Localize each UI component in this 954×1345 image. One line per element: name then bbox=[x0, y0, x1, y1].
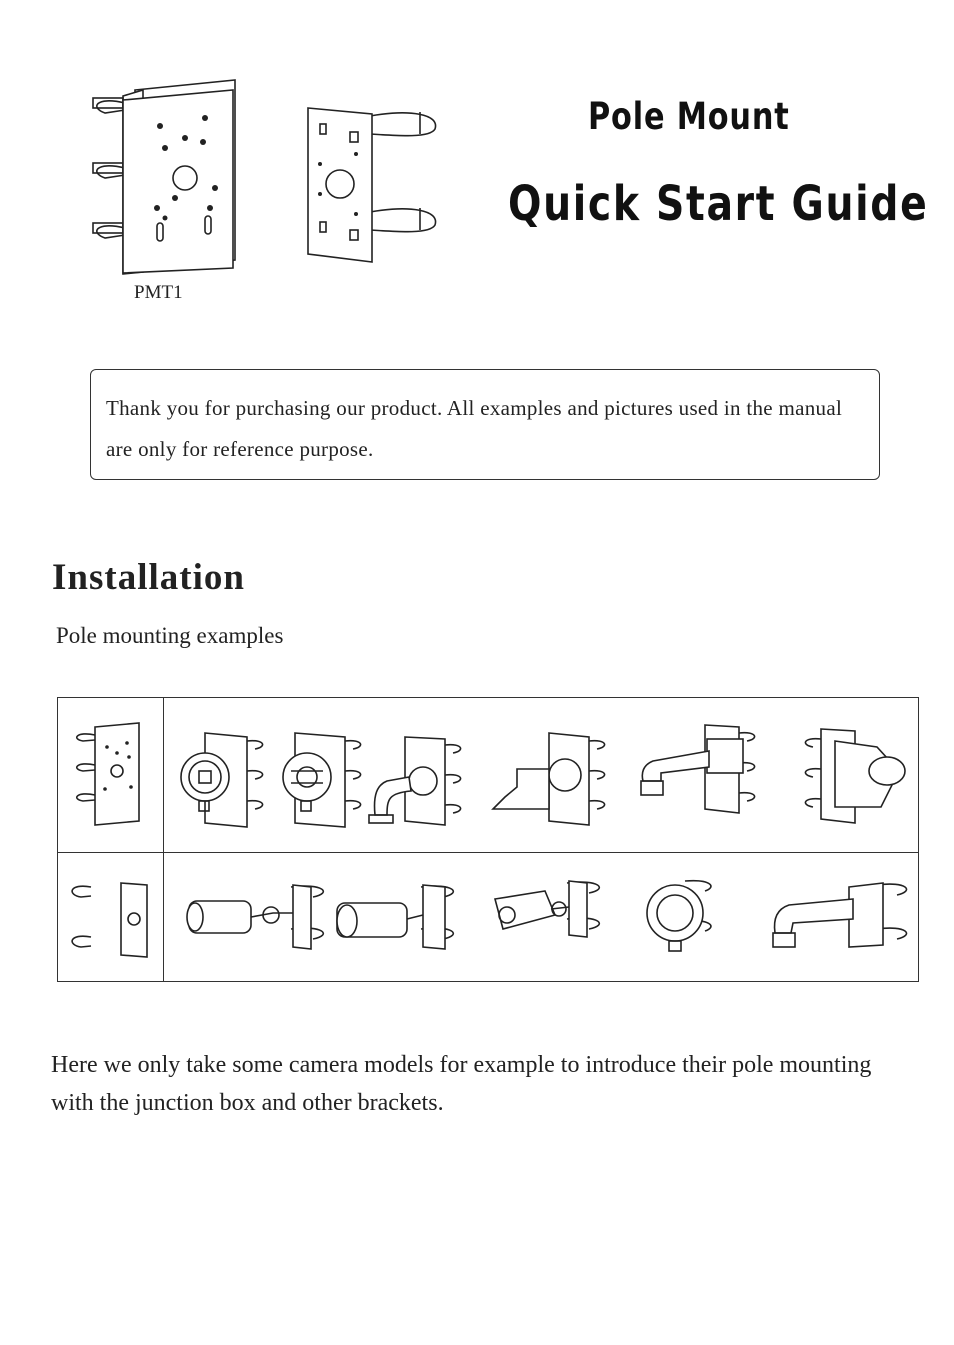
row2-bracket-thumbnail bbox=[72, 883, 147, 957]
row2-example-junction-box-3 bbox=[647, 881, 711, 951]
row1-example-corner-mount bbox=[805, 729, 905, 823]
row1-example-junction-box-2 bbox=[283, 733, 361, 827]
row2-example-bullet-camera-2 bbox=[337, 885, 453, 949]
table-grid-lines bbox=[57, 697, 919, 982]
row1-example-pendant-mount bbox=[369, 737, 461, 825]
row2-example-wall-arm-mount-2 bbox=[773, 883, 907, 947]
row1-bracket-thumbnail bbox=[77, 723, 139, 825]
notice-box bbox=[90, 369, 880, 480]
notice-text: Thank you for purchasing our product. All examples and pictures used in the manual are only for reference purpose. bbox=[106, 396, 843, 461]
row2-example-box-camera bbox=[495, 881, 599, 937]
mounting-examples-table bbox=[57, 697, 919, 982]
installation-heading: Installation bbox=[52, 557, 245, 598]
title-quick-start-guide: Quick Start Guide bbox=[508, 176, 929, 232]
row1-example-junction-box-1 bbox=[181, 733, 263, 827]
row1-example-dome-mount bbox=[493, 733, 605, 825]
row2-example-bullet-camera-1 bbox=[187, 885, 323, 949]
installation-subheading: Pole mounting examples bbox=[56, 623, 284, 648]
row1-example-wall-arm-mount bbox=[641, 725, 755, 813]
product-label-pmt1: PMT1 bbox=[134, 282, 183, 303]
installation-intro-paragraph: Here we only take some camera models for example to introduce their pole mounting with the junction box and other brackets. bbox=[51, 1052, 872, 1116]
pmt1-bracket-illustration bbox=[85, 78, 245, 278]
title-pole-mount: Pole Mount bbox=[588, 95, 790, 138]
strap-bracket-illustration bbox=[300, 104, 440, 266]
